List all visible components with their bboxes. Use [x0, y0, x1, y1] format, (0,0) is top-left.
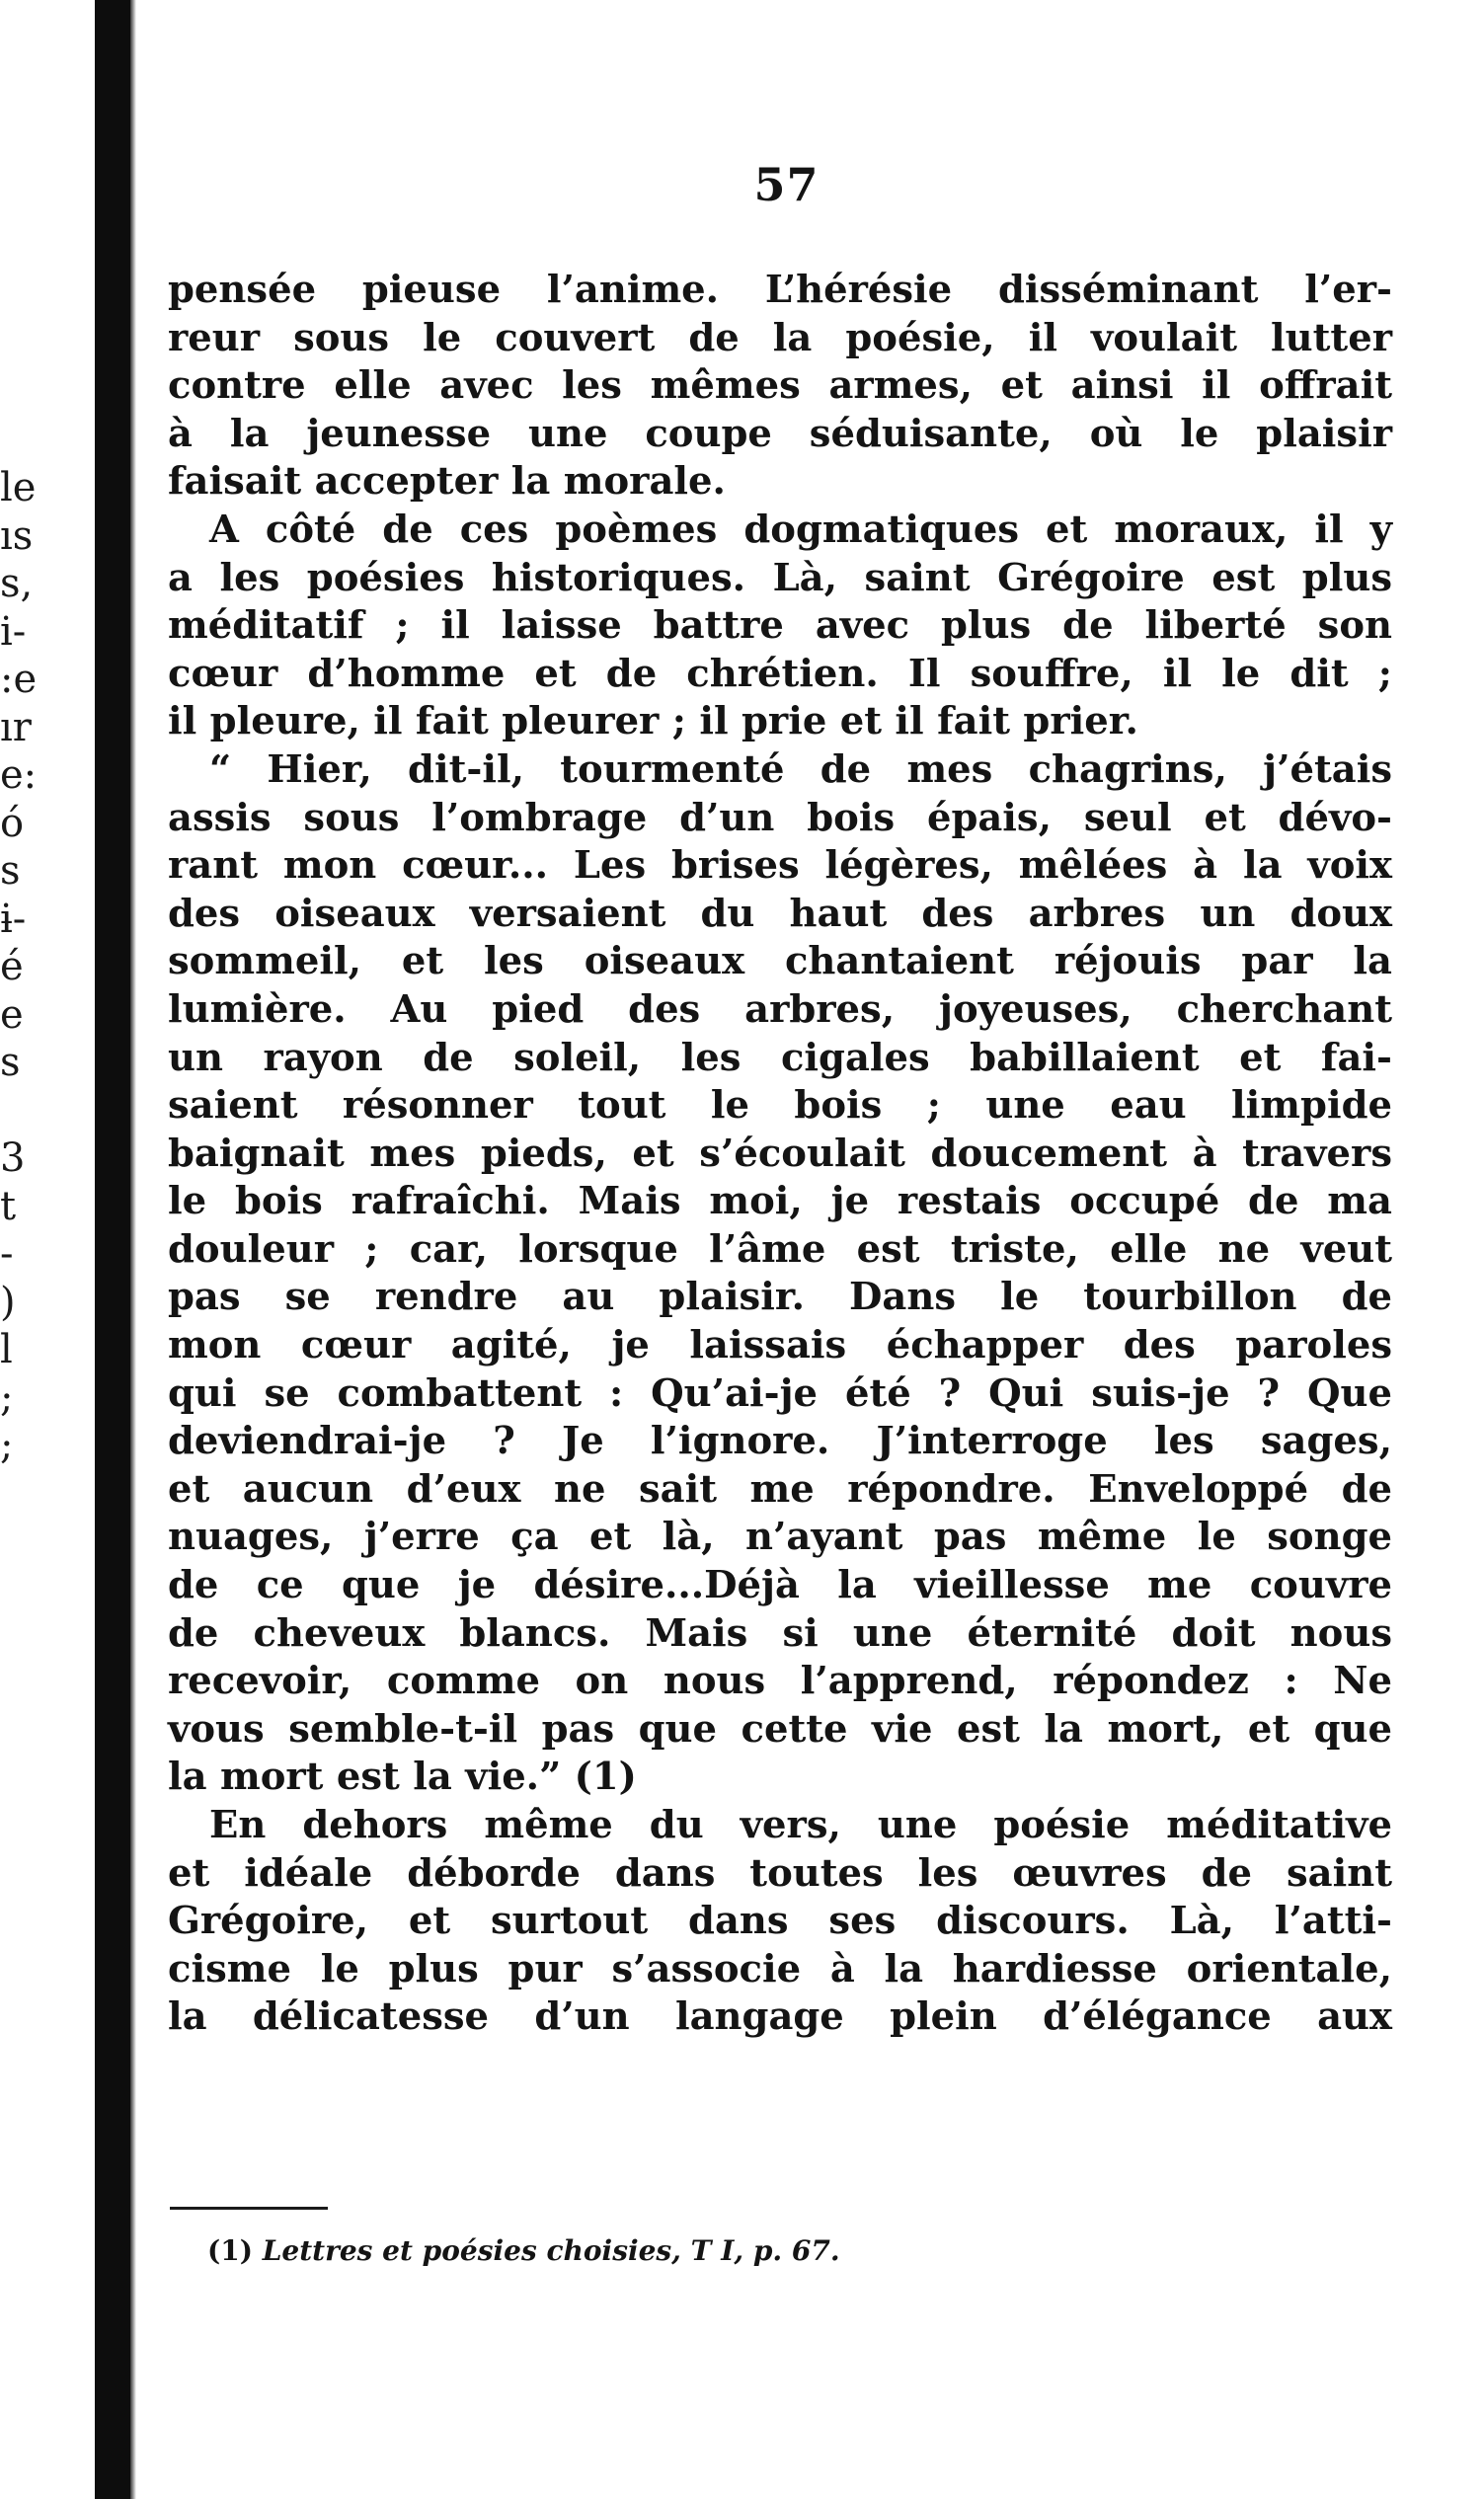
text-line: il pleure, il fait pleurer ; il prie et il fait prier.: [168, 699, 1138, 744]
margin-fragment: e: [0, 991, 24, 1038]
text-line: pas se rendre au plaisir. Dans le tourbillon de: [168, 1275, 1392, 1320]
margin-fragment: :e: [0, 657, 38, 702]
margin-fragment: ır: [0, 704, 32, 750]
footnote-marker: (1): [207, 2234, 253, 2267]
body-text: [168, 267, 1392, 2042]
footnote-text: Lettres et poésies choisies, T I, p. 67.: [262, 2234, 840, 2267]
text-line: un rayon de soleil, les cigales babillaient et fai-: [168, 1035, 1392, 1080]
text-line: qui se combattent : Qu’ai-je été ? Qui suis-je ? Que: [168, 1370, 1392, 1416]
spine-edge: [130, 0, 136, 2499]
adjacent-page-margin: [0, 464, 39, 1470]
margin-fragment: t: [0, 1183, 17, 1229]
text-line: et aucun d’eux ne sait me répondre. Enveloppé de: [168, 1466, 1392, 1512]
margin-fragment: [0, 1087, 39, 1135]
text-line: nuages, j’erre ça et là, n’ayant pas même le songe: [168, 1515, 1392, 1560]
margin-fragment: e:: [0, 752, 38, 798]
text-line: mon cœur agité, je laissais échapper des paroles: [168, 1323, 1392, 1368]
text-line: A côté de ces poèmes dogmatiques et moraux, il y: [209, 507, 1392, 552]
margin-fragment: ıs: [0, 512, 34, 559]
text-line: la mort est la vie.” (1): [168, 1755, 637, 1800]
text-line: lumière. Au pied des arbres, joyeuses, cherchant: [168, 986, 1392, 1032]
text-line: méditatif ; il laisse battre avec plus de liberté son: [168, 603, 1392, 649]
margin-fragment: é: [0, 944, 24, 989]
text-line: rant mon cœur... Les brises légères, mêlées à la voix: [168, 843, 1392, 889]
text-line: baignait mes pieds, et s’écoulait doucement à travers: [168, 1131, 1392, 1176]
text-line: recevoir, comme on nous l’apprend, répondez : Ne: [168, 1659, 1392, 1704]
text-line: la délicatesse d’un langage plein d’élégance aux: [168, 1994, 1392, 2040]
margin-fragment: s: [0, 1040, 21, 1085]
text-line: le bois rafraîchi. Mais moi, je restais occupé de ma: [168, 1179, 1392, 1224]
text-line: de ce que je désire...Déjà la vieillesse me couvre: [168, 1563, 1392, 1608]
page-number: 57: [753, 158, 820, 211]
text-line: deviendrai-je ? Je l’ignore. J’interroge les sages,: [168, 1419, 1392, 1464]
margin-fragment: l: [0, 1327, 13, 1372]
text-line: et idéale déborde dans toutes les œuvres de saint: [168, 1850, 1392, 1896]
margin-fragment: ;: [0, 1374, 14, 1421]
margin-fragment: ): [0, 1279, 16, 1325]
text-line: “ Hier, dit-il, tourmenté de mes chagrins, j’étais: [209, 746, 1392, 792]
text-line: cisme le plus pur s’associe à la hardiesse orientale,: [168, 1946, 1392, 1991]
margin-fragment: le: [0, 465, 37, 510]
text-line: saient résonner tout le bois ; une eau limpide: [168, 1083, 1392, 1129]
text-line: des oiseaux versaient du haut des arbres un doux: [168, 891, 1392, 936]
text-line: assis sous l’ombrage d’un bois épais, seul et dévo-: [168, 795, 1392, 840]
footnote-rule: [170, 2207, 328, 2210]
text-line: douleur ; car, lorsque l’âme est triste, elle ne veut: [168, 1226, 1392, 1272]
text-line: contre elle avec les mêmes armes, et ainsi il offrait: [168, 363, 1392, 409]
margin-fragment: ó: [0, 800, 25, 846]
footnote: [207, 2234, 1293, 2267]
text-line: sommeil, et les oiseaux chantaient réjouis par la: [168, 939, 1392, 984]
margin-fragment: ɨ-: [0, 896, 27, 942]
margin-fragment: 3: [0, 1135, 26, 1181]
margin-fragment: s: [0, 848, 21, 894]
text-line: de cheveux blancs. Mais si une éternité doit nous: [168, 1610, 1392, 1656]
text-line: pensée pieuse l’anime. L’hérésie disséminant l’er-: [168, 268, 1392, 312]
text-line: à la jeunesse une coupe séduisante, où le plaisir: [168, 411, 1392, 456]
text-line: a les poésies historiques. Là, saint Grégoire est plus: [168, 555, 1392, 600]
text-line: faisait accepter la morale.: [168, 459, 726, 505]
margin-fragment: ;: [0, 1423, 14, 1468]
book-spine-shadow: [95, 0, 130, 2499]
margin-fragment: i-: [0, 608, 27, 655]
text-line: vous semble-t-il pas que cette vie est la mort, et que: [168, 1706, 1392, 1752]
text-line: Grégoire, et surtout dans ses discours. Là, l’atti-: [168, 1899, 1392, 1944]
margin-fragment: s,: [0, 561, 34, 606]
text-line: cœur d’homme et de chrétien. Il souffre, il le dit ;: [168, 651, 1392, 696]
text-line: En dehors même du vers, une poésie méditative: [209, 1803, 1392, 1847]
margin-fragment: -: [0, 1231, 14, 1277]
text-line: reur sous le couvert de la poésie, il voulait lutter: [168, 315, 1392, 360]
